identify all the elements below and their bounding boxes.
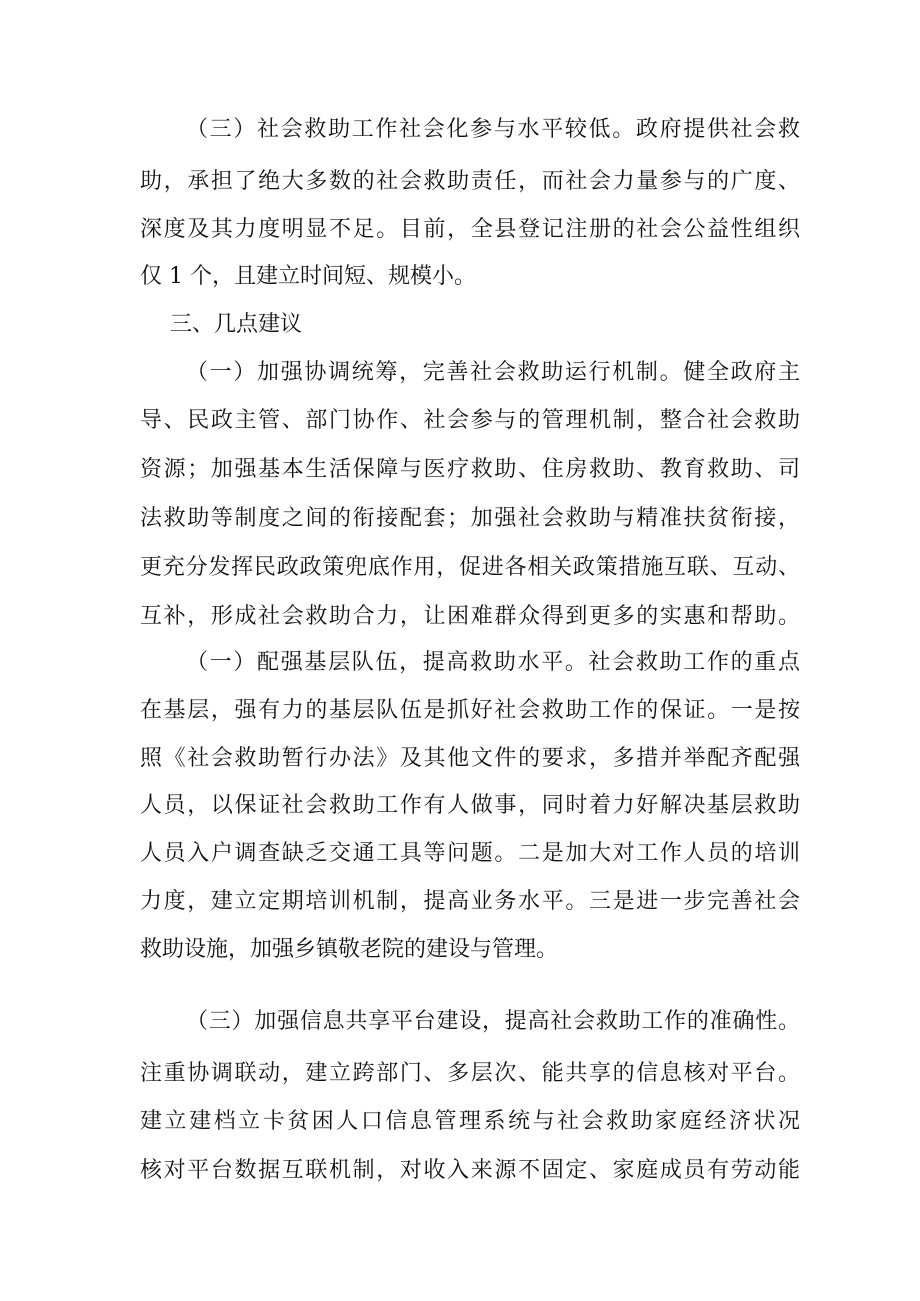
paragraph-2-line-6: 互补，形成社会救助合力，让困难群众得到更多的实惠和帮助。 bbox=[140, 604, 800, 629]
paragraph-3-line-5: 人员入户调查缺乏交通工具等问题。二是加大对工作人员的培训 bbox=[140, 841, 800, 866]
paragraph-4-line-1: （三）加强信息共享平台建设，提高社会救助工作的准确性。 bbox=[186, 1009, 800, 1034]
paragraph-4-line-2: 注重协调联动，建立跨部门、多层次、能共享的信息核对平台。 bbox=[140, 1061, 800, 1086]
paragraph-1-line-1: （三）社会救助工作社会化参与水平较低。政府提供社会救 bbox=[186, 117, 800, 142]
paragraph-3-line-1: （一）配强基层队伍，提高救助水平。社会救助工作的重点 bbox=[186, 650, 800, 675]
paragraph-3-line-6: 力度，建立定期培训机制，提高业务水平。三是进一步完善社会 bbox=[140, 889, 800, 914]
paragraph-3-line-7: 救助设施，加强乡镇敬老院的建设与管理。 bbox=[140, 937, 559, 962]
paragraph-2-line-2: 导、民政主管、部门协作、社会参与的管理机制，整合社会救助 bbox=[140, 408, 800, 433]
paragraph-3-line-4: 人员，以保证社会救助工作有人做事，同时着力好解决基层救助 bbox=[140, 793, 800, 818]
paragraph-3-line-3: 照《社会救助暂行办法》及其他文件的要求，多措并举配齐配强 bbox=[140, 746, 800, 771]
paragraph-4-line-4: 核对平台数据互联机制，对收入来源不固定、家庭成员有劳动能 bbox=[140, 1158, 800, 1183]
section-heading: 三、几点建议 bbox=[170, 312, 303, 337]
paragraph-4-line-3: 建立建档立卡贫困人口信息管理系统与社会救助家庭经济状况 bbox=[140, 1109, 800, 1134]
paragraph-2-line-1: （一）加强协调统筹，完善社会救助运行机制。健全政府主 bbox=[186, 360, 800, 385]
paragraph-1-line-3: 深度及其力度明显不足。目前，全县登记注册的社会公益性组织 bbox=[140, 217, 800, 242]
paragraph-3-line-2: 在基层，强有力的基层队伍是抓好社会救助工作的保证。一是按 bbox=[140, 698, 800, 723]
paragraph-2-line-5: 更充分发挥民政政策兜底作用，促进各相关政策措施互联、互动、 bbox=[140, 555, 800, 580]
paragraph-2-line-4: 法救助等制度之间的衔接配套；加强社会救助与精准扶贫衔接， bbox=[140, 506, 800, 531]
paragraph-1-line-4: 仅 1 个，且建立时间短、规模小。 bbox=[140, 264, 476, 289]
paragraph-2-line-3: 资源；加强基本生活保障与医疗救助、住房救助、教育救助、司 bbox=[140, 457, 800, 482]
paragraph-1-line-2: 助，承担了绝大多数的社会救助责任，而社会力量参与的广度、 bbox=[140, 169, 800, 194]
